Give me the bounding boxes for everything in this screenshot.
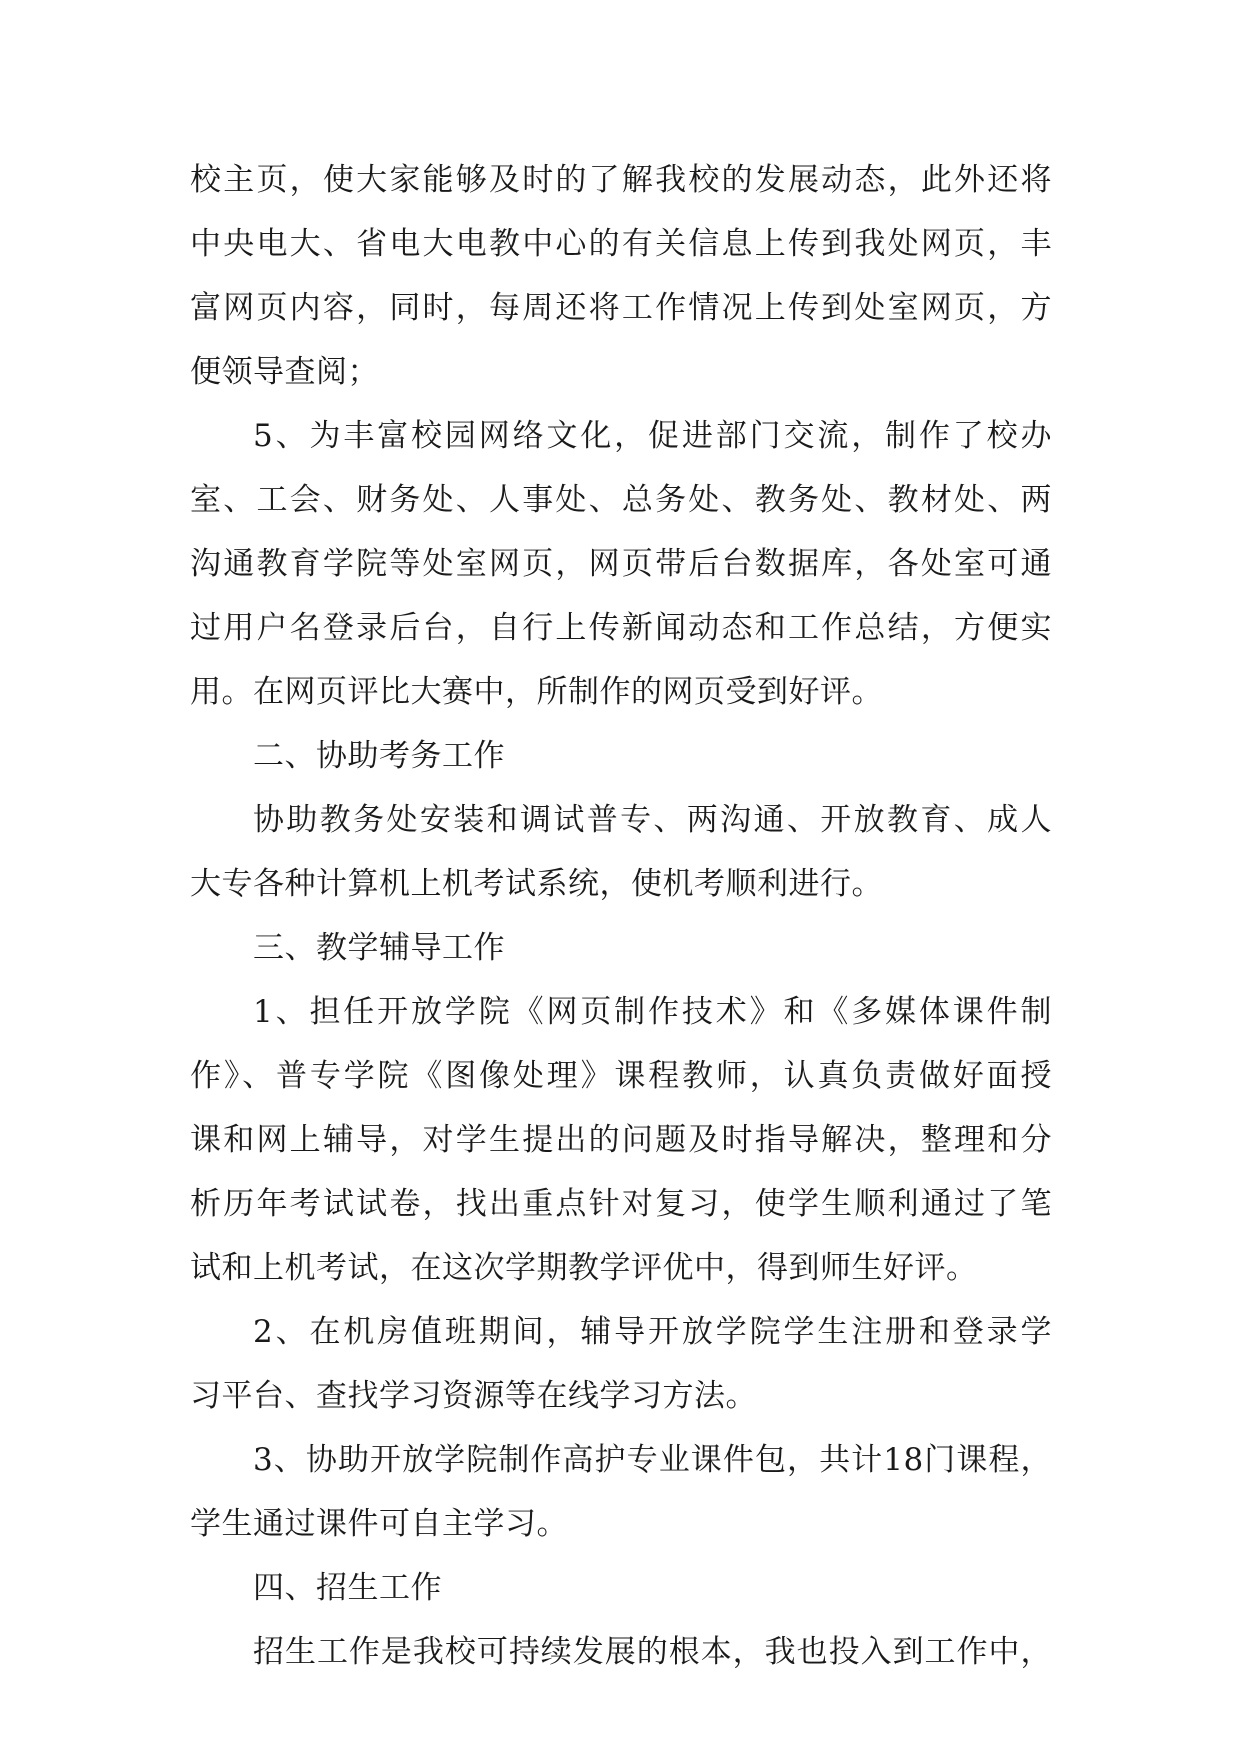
- paragraph-first-line: 1、担任开放学院《网页制作技术》和《多媒体课件制: [253, 994, 1052, 1030]
- text-line: 试和上机考试，在这次学期教学评优中，得到师生好评。: [190, 1250, 978, 1286]
- text-line: 富网页内容，同时，每周还将工作情况上传到处室网页，方: [190, 290, 1052, 326]
- text-line: 过用户名登录后台，自行上传新闻动态和工作总结，方便实: [190, 610, 1052, 646]
- text-line: 习平台、查找学习资源等在线学习方法。: [190, 1378, 757, 1414]
- text-line: 作》、普专学院《图像处理》课程教师，认真负责做好面授: [190, 1058, 1052, 1094]
- paragraph-first-line: 5、为丰富校园网络文化，促进部门交流，制作了校办: [253, 418, 1052, 454]
- section-heading: 三、教学辅导工作: [253, 930, 505, 966]
- text-line: 校主页，使大家能够及时的了解我校的发展动态，此外还将: [190, 162, 1052, 198]
- section-heading: 四、招生工作: [253, 1570, 442, 1606]
- text-line: 大专各种计算机上机考试系统，使机考顺利进行。: [190, 866, 883, 902]
- text-line: 室、工会、财务处、人事处、总务处、教务处、教材处、两: [190, 482, 1052, 518]
- text-line: 学生通过课件可自主学习。: [190, 1506, 568, 1542]
- text-line: 中央电大、省电大电教中心的有关信息上传到我处网页，丰: [190, 226, 1052, 262]
- text-line: 沟通教育学院等处室网页，网页带后台数据库，各处室可通: [190, 546, 1052, 582]
- section-heading: 二、协助考务工作: [253, 738, 505, 774]
- text-line: 析历年考试试卷，找出重点针对复习，使学生顺利通过了笔: [190, 1186, 1052, 1222]
- paragraph-first-line: 协助教务处安装和调试普专、两沟通、开放教育、成人: [253, 802, 1052, 838]
- text-line: 便领导查阅；: [190, 354, 379, 390]
- text-line: 课和网上辅导，对学生提出的问题及时指导解决，整理和分: [190, 1122, 1052, 1158]
- paragraph-first-line: 招生工作是我校可持续发展的根本，我也投入到工作中，: [253, 1634, 1052, 1670]
- paragraph-first-line: 2、在机房值班期间，辅导开放学院学生注册和登录学: [253, 1314, 1052, 1350]
- text-line: 用。在网页评比大赛中，所制作的网页受到好评。: [190, 674, 883, 710]
- paragraph-first-line: 3、协助开放学院制作高护专业课件包，共计18门课程，: [253, 1442, 1052, 1478]
